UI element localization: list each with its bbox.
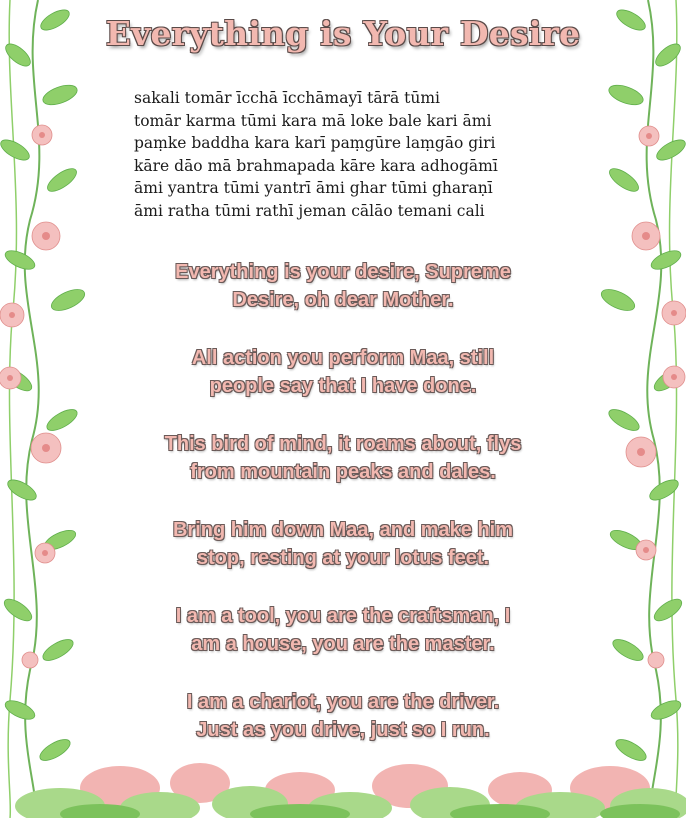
translation-line: I am a tool, you are the craftsman, I <box>175 605 511 627</box>
translation-line: Desire, oh dear Mother. <box>232 289 454 311</box>
translation-line: Everything is your desire, Supreme <box>175 261 511 283</box>
transliteration-line: sakali tomār īcchā īcchāmayī tārā tūmi <box>134 89 441 107</box>
translation-line: stop, resting at your lotus feet. <box>196 547 490 569</box>
translation-line: people say that I have done. <box>209 375 477 397</box>
translation-stanza <box>110 516 576 572</box>
translation-stanza <box>110 258 576 314</box>
translation-line: I am a chariot, you are the driver. <box>186 691 500 713</box>
translation-block <box>110 258 576 774</box>
transliteration-line: kāre dāo mā brahmapada kāre kara adhogāmī <box>134 156 498 175</box>
transliteration-block <box>134 87 574 223</box>
translation-stanza <box>110 430 576 486</box>
translation-stanza <box>110 602 576 658</box>
transliteration-line: paṃke baddha kara karī paṃgūre laṃgāo giri <box>134 134 496 153</box>
translation-line: This bird of mind, it roams about, flys <box>164 433 522 455</box>
transliteration-line: tomār karma tūmi kara mā loke bale kari āmi <box>134 111 492 130</box>
translation-line: Just as you drive, just so I run. <box>196 719 490 741</box>
translation-stanza <box>110 344 576 400</box>
transliteration-line: āmi yantra tūmi yantrī āmi ghar tūmi gharaṇī <box>134 179 493 198</box>
translation-line: Bring him down Maa, and make him <box>172 519 514 541</box>
right-vine-border-icon <box>591 0 686 818</box>
left-vine-border-icon <box>0 0 95 818</box>
translation-stanza <box>110 688 576 744</box>
translation-line: am a house, you are the master. <box>191 633 495 655</box>
translation-line: from mountain peaks and dales. <box>190 461 496 483</box>
transliteration-line: āmi ratha tūmi rathī jeman cālāo temani cali <box>134 201 485 220</box>
translation-line: All action you perform Maa, still <box>191 347 495 369</box>
poem-title: Everything is Your Desire <box>105 14 581 53</box>
